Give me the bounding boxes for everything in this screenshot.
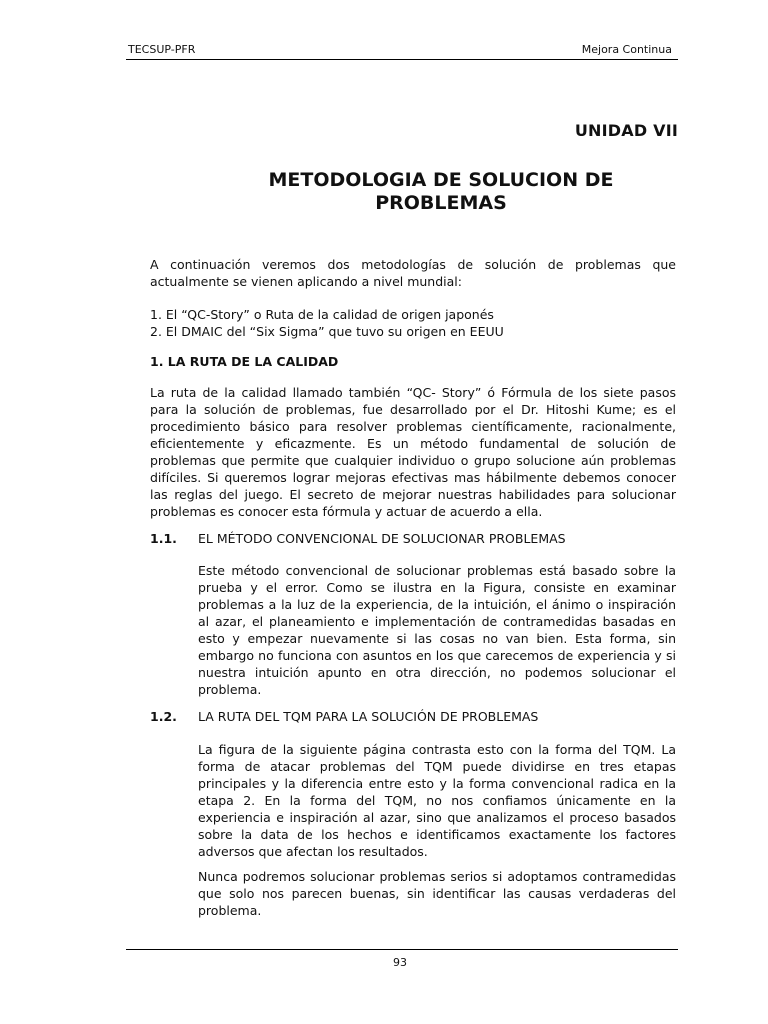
- section-number: 1.1.: [150, 531, 177, 546]
- page-header: [126, 41, 678, 60]
- section-1-paragraph: La ruta de la calidad llamado también “QC- Story” ó Fórmula de los siete pasos para la solución de problemas, fue desarrollado por el Dr. Hitoshi Kume; es el procedimiento básico para resolver problemas científicamente, racionalmente, eficientemente y eficazmente. Es un método fundamental de solución de problemas que permite que cualquier individuo o grupo solucione aún problemas difíciles. Si queremos lograr mejoras efectivas mas hábilmente debemos conocer las reglas del juego. El secreto de mejorar nuestras habilidades para solucionar problemas es conocer esta fórmula y actuar de acuerdo a ella.: [150, 385, 676, 519]
- page-number: 93: [393, 956, 407, 969]
- section-1-2-heading: [150, 709, 680, 727]
- section-1-2-paragraph-1: La figura de la siguiente página contrasta esto con la forma del TQM. La forma de atacar problemas del TQM puede dividirse en tres etapas principales y la diferencia entre esto y la forma convencional radica en la etapa 2. En la forma del TQM, no nos confiamos únicamente en la experiencia e inspiración al azar, sino que analizamos el proceso basados sobre la data de los hechos e identificamos exactamente los factores adversos que afectan los resultados.: [198, 742, 676, 859]
- section-1-2-paragraph-2: Nunca podremos solucionar problemas serios si adoptamos contramedidas que solo nos parecen buenas, sin identificar las causas verdaderas del problema.: [198, 869, 676, 918]
- methodology-list: [150, 306, 676, 340]
- intro-paragraph: A continuación veremos dos metodologías de solución de problemas que actualmente se vienen aplicando a nivel mundial:: [150, 257, 676, 289]
- header-left: TECSUP-PFR: [128, 43, 196, 56]
- section-title: EL MÉTODO CONVENCIONAL DE SOLUCIONAR PROBLEMAS: [198, 531, 566, 546]
- section-1-1-heading: [150, 531, 680, 549]
- title-line-2: PROBLEMAS: [375, 192, 507, 214]
- section-1-1-paragraph: Este método convencional de solucionar problemas está basado sobre la prueba y el error. Como se ilustra en la Figura, consiste en examinar problemas a la luz de la experiencia, de la intuición, el ánimo o inspiración al azar, el planeamiento e implementación de contramedidas basadas en esto y empezar nuevamente si las cosas no van bien. Esta forma, sin embargo no funciona con asuntos en los que carecemos de experiencia y si nuestra intuición apunto en otra dirección, no podemos solucionar el problema.: [198, 563, 676, 697]
- header-right: Mejora Continua: [581, 43, 672, 56]
- section-number: 1.2.: [150, 709, 177, 724]
- section-1-heading: 1. LA RUTA DE LA CALIDAD: [150, 354, 339, 369]
- document-title: [200, 169, 682, 215]
- unit-label: UNIDAD VII: [574, 121, 678, 140]
- section-title: LA RUTA DEL TQM PARA LA SOLUCIÓN DE PROBLEMAS: [198, 709, 539, 724]
- list-item: 1. El “QC-Story” o Ruta de la calidad de origen japonés: [150, 307, 494, 322]
- footer-rule: [126, 949, 678, 950]
- list-item: 2. El DMAIC del “Six Sigma” que tuvo su origen en EEUU: [150, 324, 504, 339]
- title-line-1: METODOLOGIA DE SOLUCION DE: [268, 169, 614, 191]
